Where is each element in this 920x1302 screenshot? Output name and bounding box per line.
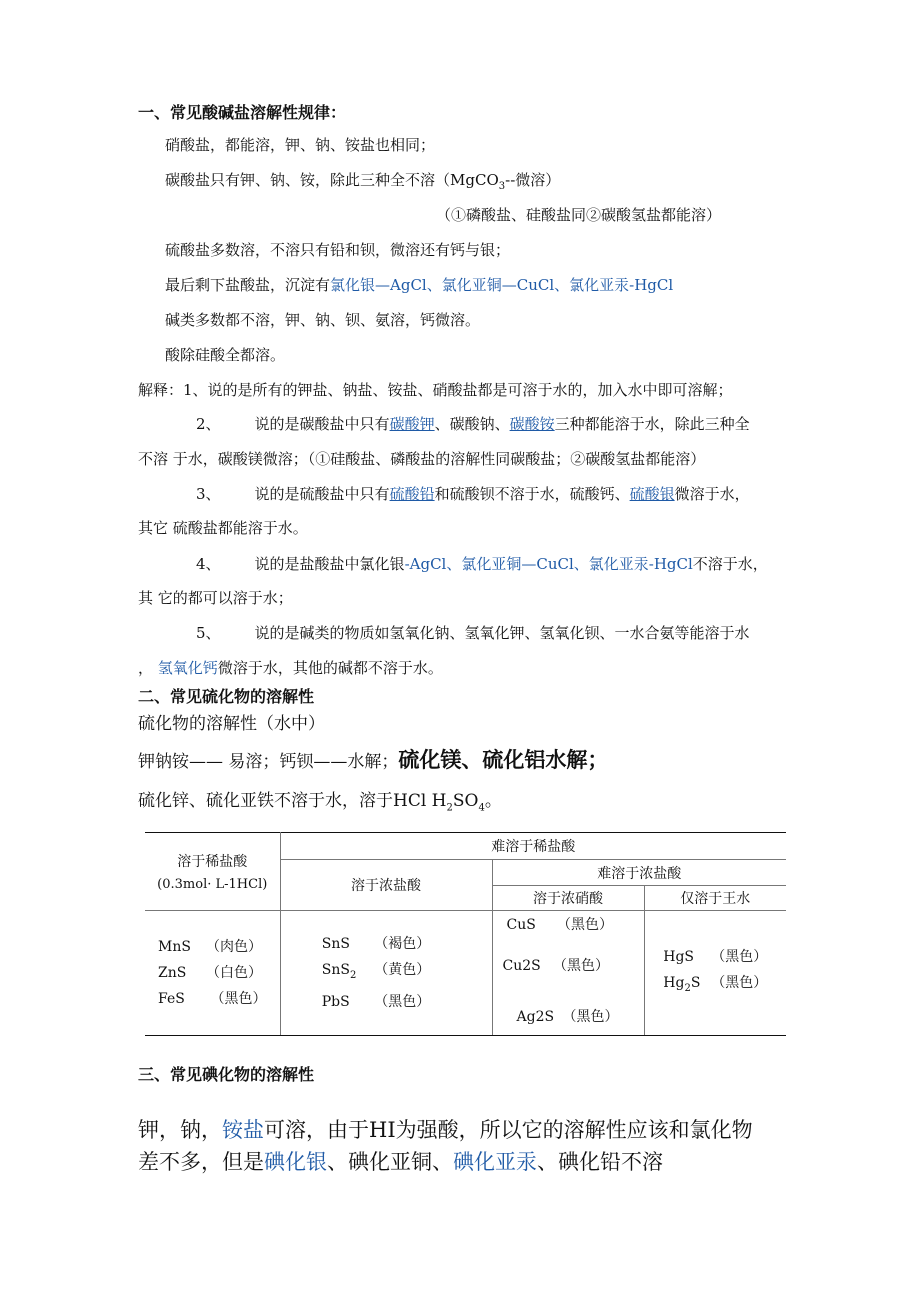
rule-sulfates: 硫酸盐多数溶，不溶只有铅和钡，微溶还有钙与银； [165, 241, 511, 259]
section2-subtitle: 硫化物的溶解性（水中） [138, 714, 325, 734]
explain-2: 2、 说的是碳酸盐中只有碳酸钾、碳酸钠、碳酸铵三种都能溶于水，除此三种全 [196, 415, 750, 433]
list-item: SnS$_2$ （黄色） [321, 962, 431, 981]
rule-nitrates: 硝酸盐，都能溶，钾、钠、铵盐也相同； [165, 136, 436, 154]
rule-bases: 碱类多数都不溶，钾、钠、钡、氨溶，钙微溶。 [165, 311, 481, 329]
list-item: ZnS （白色） [158, 965, 263, 981]
rule-carbonates: 碳酸盐只有钾、钠、铵，除此三种全不溶（MgCO$_3$--微溶） [165, 171, 561, 192]
section1-heading: 一、常见酸碱盐溶解性规律： [138, 103, 347, 122]
section2-heading: 二、常见硫化物的溶解性 [138, 687, 315, 706]
link-lead-sulfate[interactable]: 硫酸铅 [389, 485, 435, 503]
explain-5-cont: ， 氢氧化钙微溶于水，其他的碱都不溶于水。 [138, 659, 443, 677]
list-item: SnS （褐色） [321, 936, 431, 953]
list-item: HgS （黑色） [663, 949, 768, 966]
list-item: FeS （黑色） [158, 991, 267, 1007]
list-item: Cu2S （黑色） [502, 958, 609, 974]
list-item: PbS （黑色） [321, 993, 431, 1010]
explain-3: 3、 说的是硫酸盐中只有硫酸铅和硫酸钡不溶于水，硫酸钙、硫酸银微溶于水， [196, 485, 750, 503]
list-item: MnS （肉色） [158, 939, 263, 955]
header-conc-nitric: 溶于浓硝酸 [492, 886, 644, 911]
cell-aqua-regia-list [644, 911, 786, 1036]
explain-4: 4、 说的是盐酸盐中氯化银-AgCl、氯化亚铜—CuCl、氯化亚汞-HgCl不溶于水， [196, 555, 768, 573]
rule-carbonates-note: （①磷酸盐、硅酸盐同②碳酸氢盐都能溶） [436, 206, 722, 224]
rule-chlorides: 最后剩下盐酸盐，沉淀有氯化银—AgCl、氯化亚铜—CuCl、氯化亚汞-HgCl [165, 276, 674, 294]
iodide-line-2: 差不多，但是碘化银、碘化亚铜、碘化亚汞、碘化铅不溶 [138, 1150, 663, 1174]
header-insoluble-conc: 难溶于浓盐酸 [492, 860, 786, 886]
list-item: $Hg_2S$ （黑色） [663, 975, 768, 994]
link-ammonium-carbonate[interactable]: 碳酸铵 [509, 415, 555, 433]
list-item: Ag2S （黑色） [516, 1009, 619, 1025]
cell-dilute-hcl-list [145, 911, 280, 1036]
explain-1: 解释：1、说的是所有的钾盐、钠盐、铵盐、硝酸盐都是可溶于水的，加入水中即可溶解； [138, 381, 733, 399]
header-conc-hcl: 溶于浓盐酸 [280, 860, 492, 911]
explain-5: 5、 说的是碱类的物质如氢氧化钠、氢氧化钾、氢氧化钡、一水合氨等能溶于水 [196, 624, 750, 642]
header-insoluble-dilute: 难溶于稀盐酸 [280, 833, 786, 860]
link-silver-sulfate[interactable]: 硫酸银 [629, 485, 675, 503]
section3-heading: 三、常见碘化物的溶解性 [138, 1065, 315, 1084]
list-item: CuS （黑色） [506, 917, 613, 933]
iodide-line-1: 钾，钠，铵盐可溶，由于HI为强酸，所以它的溶解性应该和氯化物 [138, 1118, 753, 1142]
cell-conc-hcl-list [280, 911, 492, 1036]
explain-3-cont: 其它 硫酸盐都能溶于水。 [138, 519, 308, 537]
sulfide-solubility-table [145, 832, 786, 1036]
sulfide-line-1: 钾钠铵—— 易溶；钙钡——水解；硫化镁、硫化铝水解； [138, 748, 609, 772]
rule-acids: 酸除硅酸全都溶。 [165, 346, 286, 364]
sulfide-line-2: 硫化锌、硫化亚铁不溶于水，溶于HCl $H_2SO_4$。 [138, 791, 502, 814]
link-potassium-carbonate[interactable]: 碳酸钾 [389, 415, 435, 433]
cell-conc-nitric-list [492, 911, 644, 1036]
explain-4-cont: 其 它的都可以溶于水； [138, 589, 293, 607]
explain-2-cont: 不溶 于水，碳酸镁微溶；（①硅酸盐、磷酸盐的溶解性同碳酸盐；②碳酸氢盐都能溶） [138, 450, 706, 468]
header-dilute-hcl: 溶于稀盐酸 (0.3mol· L-1HCl) [145, 833, 280, 911]
header-aqua-regia: 仅溶于王水 [644, 886, 786, 911]
